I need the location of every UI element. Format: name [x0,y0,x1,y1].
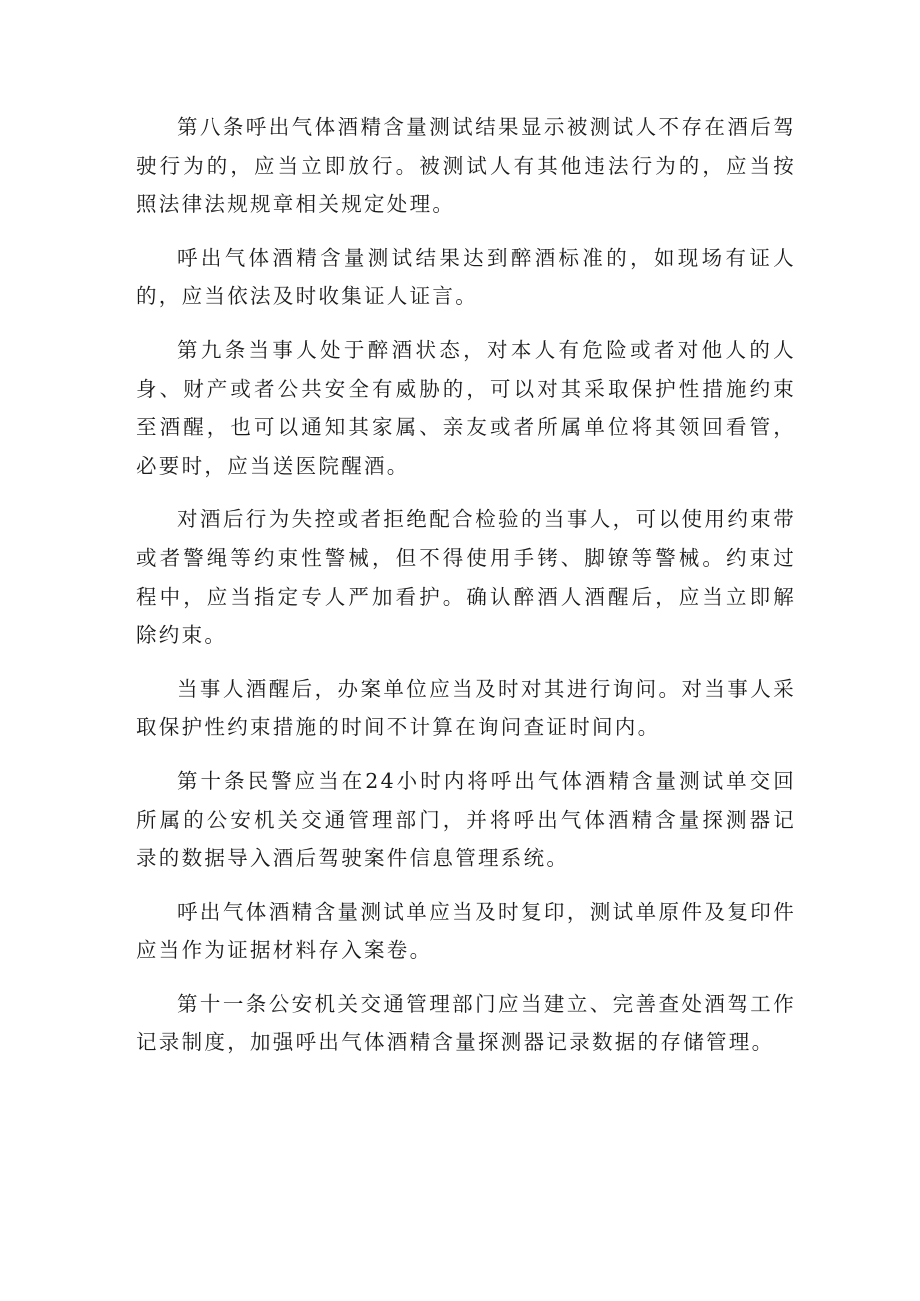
paragraph-drunk-witness: 呼出气体酒精含量测试结果达到醉酒标准的，如现场有证人的，应当依法及时收集证人证言。 [136,245,796,309]
paragraph-article-8: 第八条呼出气体酒精含量测试结果显示被测试人不存在酒后驾驶行为的，应当立即放行。被测试人有其他违法行为的，应当按照法律法规规章相关规定处理。 [136,115,796,217]
document-body [136,108,796,1077]
paragraph-test-record: 呼出气体酒精含量测试单应当及时复印，测试单原件及复印件应当作为证据材料存入案卷。 [136,899,796,963]
paragraph-article-9: 第九条当事人处于醉酒状态，对本人有危险或者对他人的人身、财产或者公共安全有威胁的，可以对其采取保护性措施约束至酒醒，也可以通知其家属、亲友或者所属单位将其领回看管，必要时，应当送医院醒酒。 [136,337,796,478]
paragraph-article-10: 第十条民警应当在24小时内将呼出气体酒精含量测试单交回所属的公安机关交通管理部门，并将呼出气体酒精含量探测器记录的数据导入酒后驾驶案件信息管理系统。 [136,768,796,871]
paragraph-restraint: 对酒后行为失控或者拒绝配合检验的当事人，可以使用约束带或者警绳等约束性警械，但不得使用手铐、脚镣等警械。约束过程中，应当指定专人严加看护。确认醉酒人酒醒后，应当立即解除约束。 [136,507,796,648]
paragraph-article-11: 第十一条公安机关交通管理部门应当建立、完善查处酒驾工作记录制度，加强呼出气体酒精含量探测器记录数据的存储管理。 [136,991,796,1055]
paragraph-inquiry: 当事人酒醒后，办案单位应当及时对其进行询问。对当事人采取保护性约束措施的时间不计算在询问查证时间内。 [136,676,796,740]
